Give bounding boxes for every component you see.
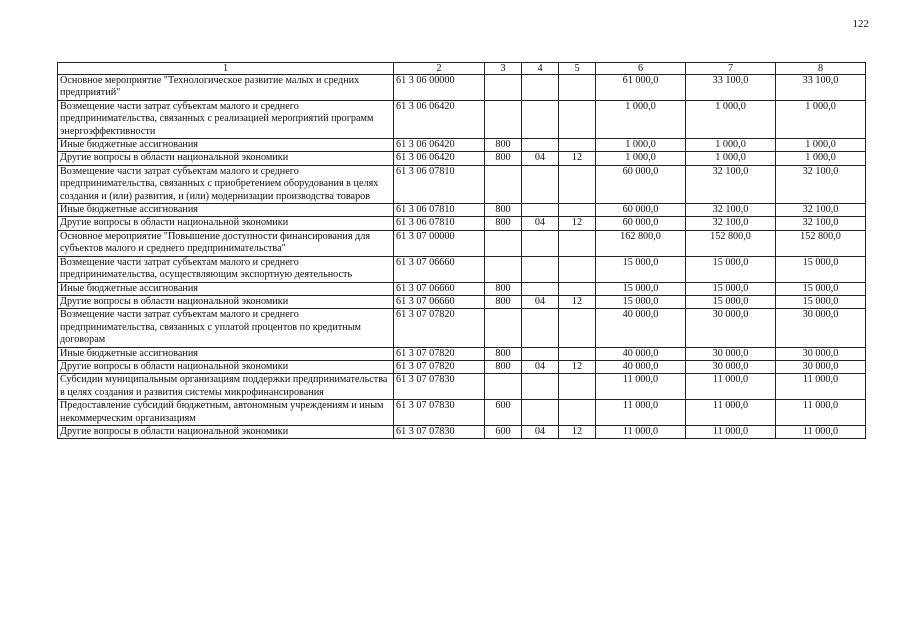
table-header-row [58,63,866,75]
row-subsection [559,374,596,400]
table-row [58,347,866,360]
row-expense-type [485,230,522,256]
row-section [522,75,559,101]
row-amount-col8: 30 000,0 [776,347,866,360]
column-header: 4 [522,63,559,75]
column-header: 6 [596,63,686,75]
row-section [522,100,559,138]
row-code: 61 3 07 07820 [394,309,485,347]
row-amount-col6: 11 000,0 [596,425,686,438]
row-name: Возмещение части затрат субъектам малого и среднего предпринимательства, осуществляющим экспортную деятельность [58,256,394,282]
column-header: 8 [776,63,866,75]
row-amount-col8: 33 100,0 [776,75,866,101]
row-amount-col8: 32 100,0 [776,217,866,230]
row-section: 04 [522,152,559,165]
row-expense-type: 800 [485,295,522,308]
row-code: 61 3 06 07810 [394,204,485,217]
row-subsection [559,165,596,203]
table-row [58,425,866,438]
row-amount-col8: 15 000,0 [776,295,866,308]
row-amount-col6: 40 000,0 [596,309,686,347]
row-amount-col8: 30 000,0 [776,309,866,347]
row-amount-col8: 11 000,0 [776,400,866,426]
row-name: Субсидии муниципальным организациям поддержки предпринимательства в целях создания и развития системы микрофинансирования [58,374,394,400]
row-amount-col6: 60 000,0 [596,165,686,203]
row-amount-col7: 32 100,0 [686,217,776,230]
row-code: 61 3 06 07810 [394,165,485,203]
row-subsection: 12 [559,360,596,373]
row-name: Другие вопросы в области национальной экономики [58,217,394,230]
row-section: 04 [522,295,559,308]
row-name: Основное мероприятие "Технологическое развитие малых и средних предприятий" [58,75,394,101]
row-expense-type: 600 [485,400,522,426]
row-subsection: 12 [559,295,596,308]
row-expense-type [485,165,522,203]
row-code: 61 3 07 06660 [394,256,485,282]
row-amount-col7: 1 000,0 [686,100,776,138]
row-name: Другие вопросы в области национальной экономики [58,425,394,438]
row-name: Иные бюджетные ассигнования [58,139,394,152]
row-expense-type [485,75,522,101]
row-subsection [559,347,596,360]
row-name: Другие вопросы в области национальной экономики [58,360,394,373]
table-row [58,152,866,165]
row-name: Другие вопросы в области национальной экономики [58,295,394,308]
row-code: 61 3 07 06660 [394,295,485,308]
row-amount-col7: 11 000,0 [686,400,776,426]
row-amount-col7: 33 100,0 [686,75,776,101]
table-row [58,309,866,347]
row-amount-col6: 15 000,0 [596,282,686,295]
budget-table [57,62,866,439]
row-expense-type: 800 [485,139,522,152]
row-amount-col7: 30 000,0 [686,347,776,360]
column-header: 5 [559,63,596,75]
row-amount-col7: 11 000,0 [686,374,776,400]
row-amount-col7: 30 000,0 [686,360,776,373]
row-amount-col8: 32 100,0 [776,165,866,203]
row-expense-type: 800 [485,152,522,165]
row-subsection [559,204,596,217]
row-name: Возмещение части затрат субъектам малого и среднего предпринимательства, связанных с приобретением оборудования в целях создания и (или) развития, и (или) модернизации производства товаров [58,165,394,203]
row-amount-col6: 15 000,0 [596,295,686,308]
row-amount-col7: 1 000,0 [686,139,776,152]
row-section [522,256,559,282]
row-subsection [559,400,596,426]
row-amount-col6: 15 000,0 [596,256,686,282]
column-header: 3 [485,63,522,75]
column-header: 2 [394,63,485,75]
row-subsection [559,230,596,256]
row-expense-type: 800 [485,282,522,295]
row-subsection [559,139,596,152]
row-code: 61 3 06 06420 [394,100,485,138]
row-subsection [559,75,596,101]
row-section [522,139,559,152]
row-amount-col8: 1 000,0 [776,152,866,165]
row-section [522,165,559,203]
table-row [58,165,866,203]
row-name: Предоставление субсидий бюджетным, автономным учреждениям и иным некоммерческим организациям [58,400,394,426]
row-name: Основное мероприятие "Повышение доступности финансирования для субъектов малого и среднего предпринимательства" [58,230,394,256]
row-expense-type: 600 [485,425,522,438]
row-amount-col8: 30 000,0 [776,360,866,373]
row-amount-col6: 60 000,0 [596,217,686,230]
row-amount-col8: 152 800,0 [776,230,866,256]
table-row [58,204,866,217]
row-expense-type [485,100,522,138]
row-amount-col7: 152 800,0 [686,230,776,256]
row-code: 61 3 06 00000 [394,75,485,101]
row-expense-type: 800 [485,217,522,230]
row-name: Иные бюджетные ассигнования [58,282,394,295]
table-row [58,217,866,230]
table-row [58,295,866,308]
row-code: 61 3 07 07830 [394,425,485,438]
row-amount-col7: 11 000,0 [686,425,776,438]
row-amount-col7: 15 000,0 [686,295,776,308]
row-subsection: 12 [559,425,596,438]
row-subsection: 12 [559,217,596,230]
row-subsection [559,256,596,282]
row-amount-col8: 1 000,0 [776,100,866,138]
page-number: 122 [852,18,869,30]
row-expense-type [485,256,522,282]
row-code: 61 3 06 06420 [394,139,485,152]
row-amount-col6: 11 000,0 [596,374,686,400]
row-section [522,309,559,347]
row-name: Возмещение части затрат субъектам малого и среднего предпринимательства, связанных с уплатой процентов по кредитным договорам [58,309,394,347]
row-subsection: 12 [559,152,596,165]
row-name: Иные бюджетные ассигнования [58,204,394,217]
row-amount-col8: 15 000,0 [776,256,866,282]
row-section [522,282,559,295]
row-code: 61 3 07 07830 [394,374,485,400]
table-body [58,75,866,439]
row-expense-type: 800 [485,204,522,217]
row-amount-col8: 32 100,0 [776,204,866,217]
row-expense-type [485,309,522,347]
row-section [522,374,559,400]
row-amount-col8: 1 000,0 [776,139,866,152]
table-row [58,139,866,152]
row-amount-col6: 61 000,0 [596,75,686,101]
row-section [522,347,559,360]
column-header: 1 [58,63,394,75]
row-name: Другие вопросы в области национальной экономики [58,152,394,165]
row-amount-col7: 15 000,0 [686,256,776,282]
row-amount-col6: 60 000,0 [596,204,686,217]
row-amount-col6: 162 800,0 [596,230,686,256]
table-row [58,256,866,282]
row-section: 04 [522,425,559,438]
row-amount-col6: 11 000,0 [596,400,686,426]
row-section [522,400,559,426]
table-row [58,100,866,138]
row-amount-col6: 1 000,0 [596,152,686,165]
row-amount-col8: 11 000,0 [776,425,866,438]
row-code: 61 3 06 07810 [394,217,485,230]
row-expense-type: 800 [485,360,522,373]
row-amount-col6: 40 000,0 [596,347,686,360]
row-name: Возмещение части затрат субъектам малого и среднего предпринимательства, связанных с реализацией мероприятий программ энергоэффективности [58,100,394,138]
column-header: 7 [686,63,776,75]
row-amount-col7: 32 100,0 [686,204,776,217]
row-code: 61 3 07 07820 [394,347,485,360]
row-amount-col6: 40 000,0 [596,360,686,373]
row-code: 61 3 07 00000 [394,230,485,256]
row-name: Иные бюджетные ассигнования [58,347,394,360]
table-row [58,75,866,101]
row-amount-col6: 1 000,0 [596,139,686,152]
row-section: 04 [522,360,559,373]
row-subsection [559,100,596,138]
table-row [58,374,866,400]
row-section [522,204,559,217]
row-code: 61 3 06 06420 [394,152,485,165]
row-expense-type: 800 [485,347,522,360]
table-row [58,230,866,256]
table-row [58,282,866,295]
row-amount-col7: 1 000,0 [686,152,776,165]
row-code: 61 3 07 06660 [394,282,485,295]
row-expense-type [485,374,522,400]
row-section [522,230,559,256]
row-subsection [559,309,596,347]
row-amount-col8: 15 000,0 [776,282,866,295]
row-code: 61 3 07 07830 [394,400,485,426]
row-code: 61 3 07 07820 [394,360,485,373]
row-amount-col8: 11 000,0 [776,374,866,400]
table-row [58,360,866,373]
row-amount-col7: 15 000,0 [686,282,776,295]
row-section: 04 [522,217,559,230]
row-amount-col7: 32 100,0 [686,165,776,203]
row-amount-col7: 30 000,0 [686,309,776,347]
row-amount-col6: 1 000,0 [596,100,686,138]
row-subsection [559,282,596,295]
table-row [58,400,866,426]
